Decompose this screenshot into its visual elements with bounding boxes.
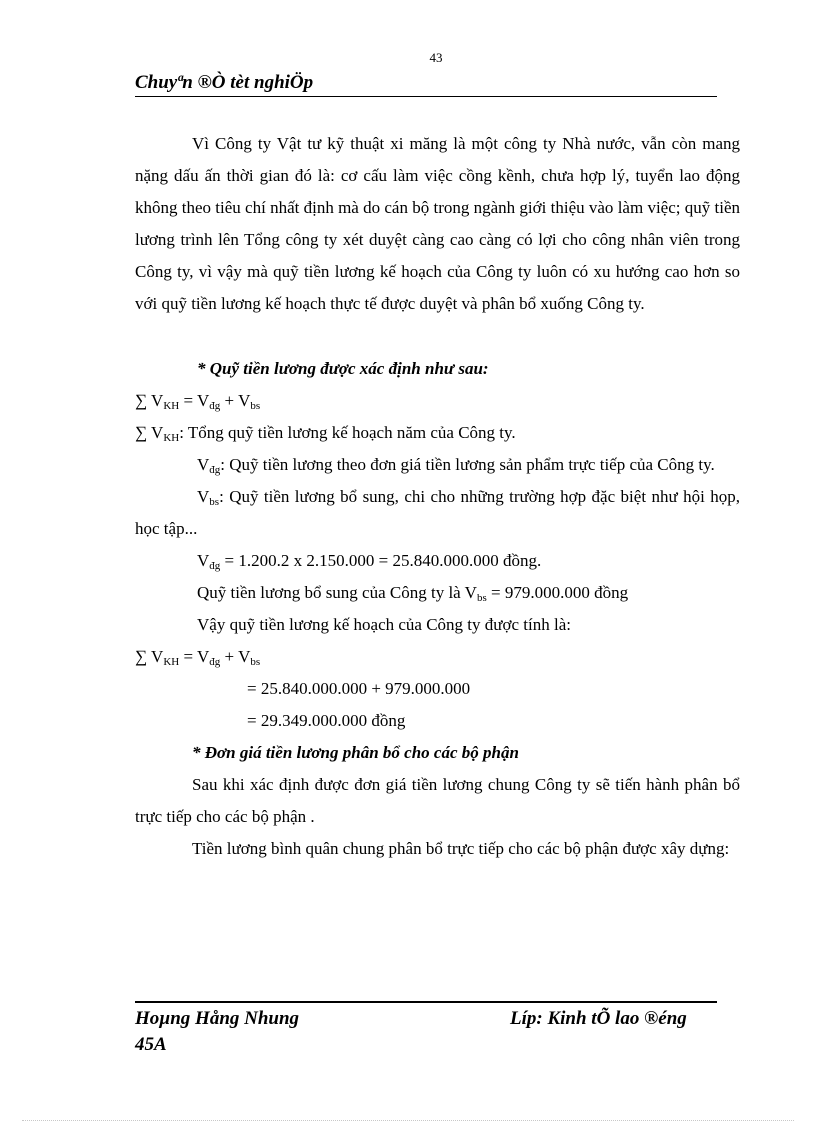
section-heading-1: * Quỹ tiền lương được xác định như sau: — [197, 359, 489, 378]
footer-rule — [135, 1001, 717, 1003]
definition-vkh: ∑ $V_{KH}$: Tổng quỹ tiền lương kế hoạch năm của Công ty. — [135, 423, 516, 444]
header-title: Chuyªn ®Ò tèt nghiÖp — [135, 72, 314, 93]
calc-line-2: = 29.349.000.000 đồng — [247, 711, 406, 730]
page-number: 43 — [429, 50, 443, 65]
paragraph-intro — [135, 128, 740, 320]
formula-total: ∑ $V_{KH} = V_{đg} + V_{bs}$ — [135, 391, 261, 412]
definition-vbs: $V_{bs}$: Quỹ tiền lương bổ sung, chi cho những trường hợp đặc biệt như hội họp, học tập... — [135, 487, 740, 538]
footer-class: Líp: Kinh tÕ lao ®éng — [510, 1008, 687, 1029]
calc-line-1: = 25.840.000.000 + 979.000.000 — [247, 679, 471, 698]
paragraph-text: Vì Công ty Vật tư kỹ thuật xi măng là một công ty Nhà nước, vẫn còn mang nặng dấu ấn thời gian đó là: cơ cấu làm việc cồng kềnh, chưa hợp lý, tuyển lao động không theo tiêu chí nhất định mà do cán bộ trong ngành giới thiệu vào làm việc; quỹ tiền lương trình lên Tổng công ty xét duyệt càng cao càng có lợi cho công nhân viên trong Công ty, vì vậy mà quỹ tiền lương kế hoạch của Công ty luôn có xu hướng cao hơn so với quỹ tiền lương kế hoạch thực tế được duyệt và phân bổ xuống Công ty. — [135, 134, 740, 313]
page-edge-divider — [22, 1120, 794, 1121]
footer-author: Hoµng Hång Nhung — [135, 1008, 300, 1029]
paragraph-average: Tiền lương bình quân chung phân bổ trực tiếp cho các bộ phận được xây dựng: — [192, 839, 730, 858]
header-rule — [135, 96, 717, 97]
calc-vdg: $V_{đg} = 1.200.2$ x 2.150.000 = 25.840.000.000 đồng. — [197, 551, 542, 572]
footer-class-number: 45A — [135, 1034, 167, 1055]
calc-vbs: Quỹ tiền lương bổ sung của Công ty là $V_{bs} = 979.000.000$ đồng — [197, 583, 629, 604]
intro-total: Vậy quỹ tiền lương kế hoạch của Công ty được tính là: — [197, 615, 571, 634]
formula-total-2: ∑ $V_{KH} = V_{đg} + V_{bs}$ — [135, 647, 261, 668]
paragraph-allocation: Sau khi xác định được đơn giá tiền lương chung Công ty sẽ tiến hành phân bổ trực tiếp cho các bộ phận . — [135, 775, 740, 826]
definition-vdg: $V_{đg}$: Quỹ tiền lương theo đơn giá tiền lương sản phẩm trực tiếp của Công ty. — [197, 455, 715, 476]
section-heading-2: * Đơn giá tiền lương phân bổ cho các bộ phận — [192, 743, 519, 762]
section-quy-tien-luong — [135, 353, 740, 865]
